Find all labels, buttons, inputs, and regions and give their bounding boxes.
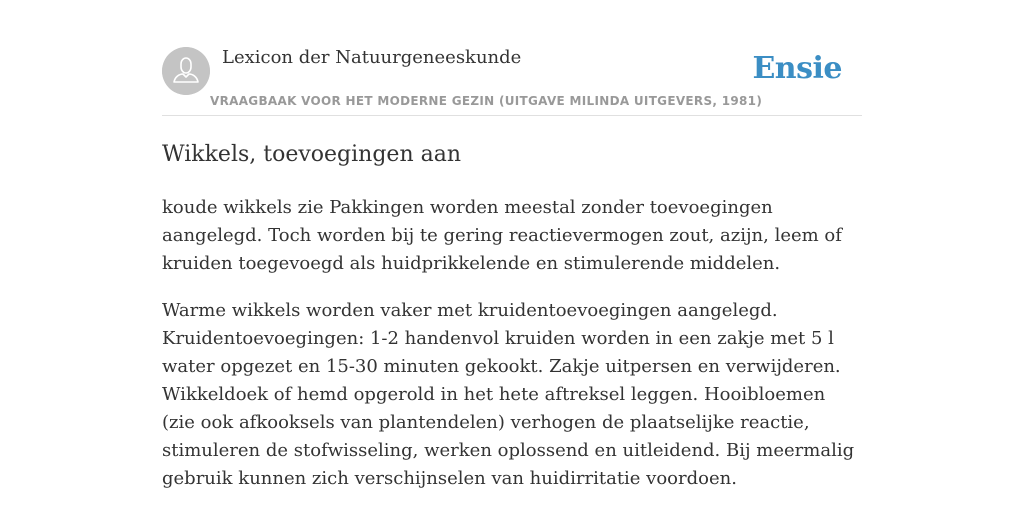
source-subtitle: VRAAGBAAK VOOR HET MODERNE GEZIN (UITGAVE MILINDA UITGEVERS, 1981)	[210, 94, 763, 108]
source-header	[162, 44, 862, 116]
article-title: Wikkels, toevoegingen aan	[162, 142, 462, 167]
article-paragraph: koude wikkels zie Pakkingen worden meestal zonder toevoegingen aangelegd. Toch worden bij te gering reactievermogen zout, azijn, leem of kruiden toegevoegd als huidprikkelende en stimulerende middelen.	[162, 197, 842, 274]
avatar	[162, 47, 210, 95]
article	[162, 140, 862, 512]
source-title[interactable]: Lexicon der Natuurgeneeskunde	[222, 47, 522, 68]
article-paragraph: Warme wikkels worden vaker met kruidentoevoegingen aangelegd. Kruidentoevoegingen: 1-2 handenvol kruiden worden in een zakje met 5 l water opgezet en 15-30 minuten gekookt. Zakje uitpersen en verwijderen. Wikkeldoek of hemd opgerold in het hete aftreksel leggen. Hooibloemen (zie ook afkooksels van plantendelen) verhogen de plaatselijke reactie, stimuleren de stofwisseling, werken oplossend en uitleidend. Bij meermalig gebruik kunnen zich verschijnselen van huidirritatie voordoen.	[162, 300, 855, 489]
brand-logo[interactable]: Ensie	[752, 51, 842, 86]
user-icon	[162, 47, 210, 95]
